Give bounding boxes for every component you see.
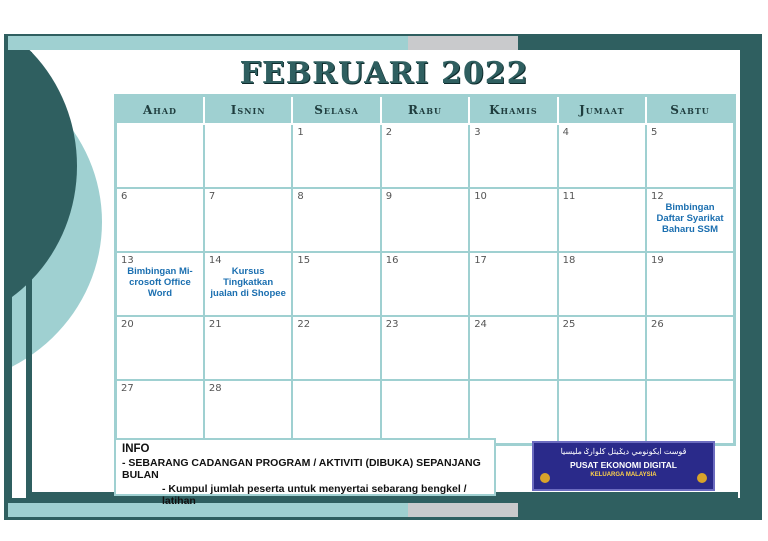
pusat-ekonomi-digital-logo — [532, 441, 715, 491]
day-number: 25 — [562, 319, 576, 330]
calendar-week-row — [116, 124, 735, 188]
day-number: 17 — [474, 255, 487, 266]
day-number: 1 — [297, 127, 304, 138]
calendar-day-cell[interactable] — [204, 124, 292, 188]
day-number: 5 — [651, 127, 658, 138]
day-number: 13 — [121, 255, 134, 266]
calendar-day-cell[interactable] — [204, 188, 292, 252]
calendar-grid — [114, 94, 736, 446]
calendar-day-cell[interactable] — [116, 188, 204, 252]
day-number: 11 — [562, 191, 576, 202]
logo-main-text: PUSAT EKONOMI DIGITAL — [570, 460, 677, 470]
weekday-header: Khamis — [469, 96, 557, 125]
calendar-day-cell[interactable] — [469, 252, 557, 316]
calendar-day-cell[interactable] — [558, 252, 646, 316]
weekday-header: Ahad — [116, 96, 204, 125]
calendar-day-cell[interactable] — [469, 124, 557, 188]
calendar-day-cell[interactable] — [116, 380, 204, 445]
weekday-header: Jumaat — [558, 96, 646, 125]
day-number: 7 — [208, 191, 216, 202]
logo-sub-text: KELUARGA MALAYSIA — [590, 472, 657, 478]
calendar-day-cell[interactable] — [381, 124, 469, 188]
calendar-day-cell[interactable] — [381, 252, 469, 316]
day-number: 28 — [208, 383, 222, 394]
calendar-day-cell[interactable] — [116, 252, 204, 316]
day-number: 10 — [474, 191, 487, 202]
emblem-icon — [540, 473, 550, 483]
day-number: 16 — [385, 255, 399, 266]
day-number: 21 — [208, 319, 222, 330]
calendar-day-cell[interactable] — [292, 252, 380, 316]
page-title: FEBRUARI 2022 — [239, 56, 529, 91]
weekday-header-row — [116, 96, 735, 125]
calendar-day-cell[interactable] — [204, 316, 292, 380]
day-number: 3 — [474, 127, 481, 138]
calendar-day-cell[interactable] — [204, 252, 292, 316]
emblem-icon — [697, 473, 707, 483]
calendar-day-cell[interactable] — [116, 124, 204, 188]
calendar-week-row — [116, 380, 735, 445]
calendar-week-row — [116, 188, 735, 252]
calendar-day-cell[interactable] — [558, 380, 646, 445]
day-number: 18 — [562, 255, 576, 266]
calendar-day-cell[interactable] — [469, 316, 557, 380]
calendar-day-cell[interactable] — [469, 380, 557, 445]
day-number: 19 — [651, 255, 664, 266]
calendar-week-row — [116, 316, 735, 380]
calendar-day-cell[interactable] — [381, 316, 469, 380]
calendar-day-cell[interactable] — [646, 380, 734, 445]
day-number: 22 — [297, 319, 311, 330]
calendar-day-cell[interactable] — [558, 124, 646, 188]
calendar-day-cell[interactable] — [558, 316, 646, 380]
info-box — [114, 438, 496, 507]
calendar-day-cell[interactable] — [116, 316, 204, 380]
calendar-event[interactable]: Bimbingan Mi-crosoft Office Word — [127, 266, 193, 299]
calendar-day-cell[interactable] — [292, 316, 380, 380]
calendar-day-cell[interactable] — [558, 188, 646, 252]
day-number: 14 — [208, 255, 222, 266]
info-line: - Kumpul jumlah peserta untuk menyertai sebarang bengkel / latihan — [162, 483, 467, 507]
calendar-day-cell[interactable] — [292, 380, 380, 445]
day-number: 27 — [121, 383, 134, 394]
calendar-day-cell[interactable] — [292, 188, 380, 252]
day-number: 12 — [651, 191, 664, 202]
day-number: 15 — [297, 255, 311, 266]
calendar-event[interactable]: Bimbingan Daftar Syarikat Baharu SSM — [656, 202, 724, 235]
calendar-day-cell[interactable] — [646, 124, 734, 188]
day-number: 6 — [121, 191, 128, 202]
day-number: 2 — [385, 127, 393, 138]
calendar-day-cell[interactable] — [646, 316, 734, 380]
calendar-day-cell[interactable] — [292, 124, 380, 188]
logo-jawi-text: ڤوست ايكونومي ديݢيتل كلوارݢ مليسيا — [560, 447, 687, 456]
calendar-day-cell[interactable] — [469, 188, 557, 252]
day-number: 23 — [385, 319, 399, 330]
calendar-day-cell[interactable] — [646, 188, 734, 252]
day-number: 20 — [121, 319, 134, 330]
calendar-day-cell[interactable] — [381, 188, 469, 252]
weekday-header: Isnin — [204, 96, 292, 125]
calendar-day-cell[interactable] — [381, 380, 469, 445]
calendar-week-row — [116, 252, 735, 316]
day-number: 26 — [651, 319, 664, 330]
calendar-day-cell[interactable] — [204, 380, 292, 445]
day-number: 8 — [297, 191, 304, 202]
frame-accent-strip — [8, 36, 408, 50]
day-number: 9 — [385, 191, 393, 202]
weekday-header: Sabtu — [646, 96, 734, 125]
weekday-header: Rabu — [381, 96, 469, 125]
frame-accent-strip — [408, 36, 518, 50]
calendar-event[interactable]: Kursus Tingkatkan jualan di Shopee — [210, 266, 286, 299]
info-title: INFO — [122, 443, 150, 455]
info-line: - SEBARANG CADANGAN PROGRAM / AKTIVITI (DIBUKA) SEPANJANG BULAN — [122, 457, 481, 481]
day-number: 4 — [562, 127, 569, 138]
day-number: 24 — [474, 319, 487, 330]
weekday-header: Selasa — [292, 96, 380, 125]
calendar-day-cell[interactable] — [646, 252, 734, 316]
